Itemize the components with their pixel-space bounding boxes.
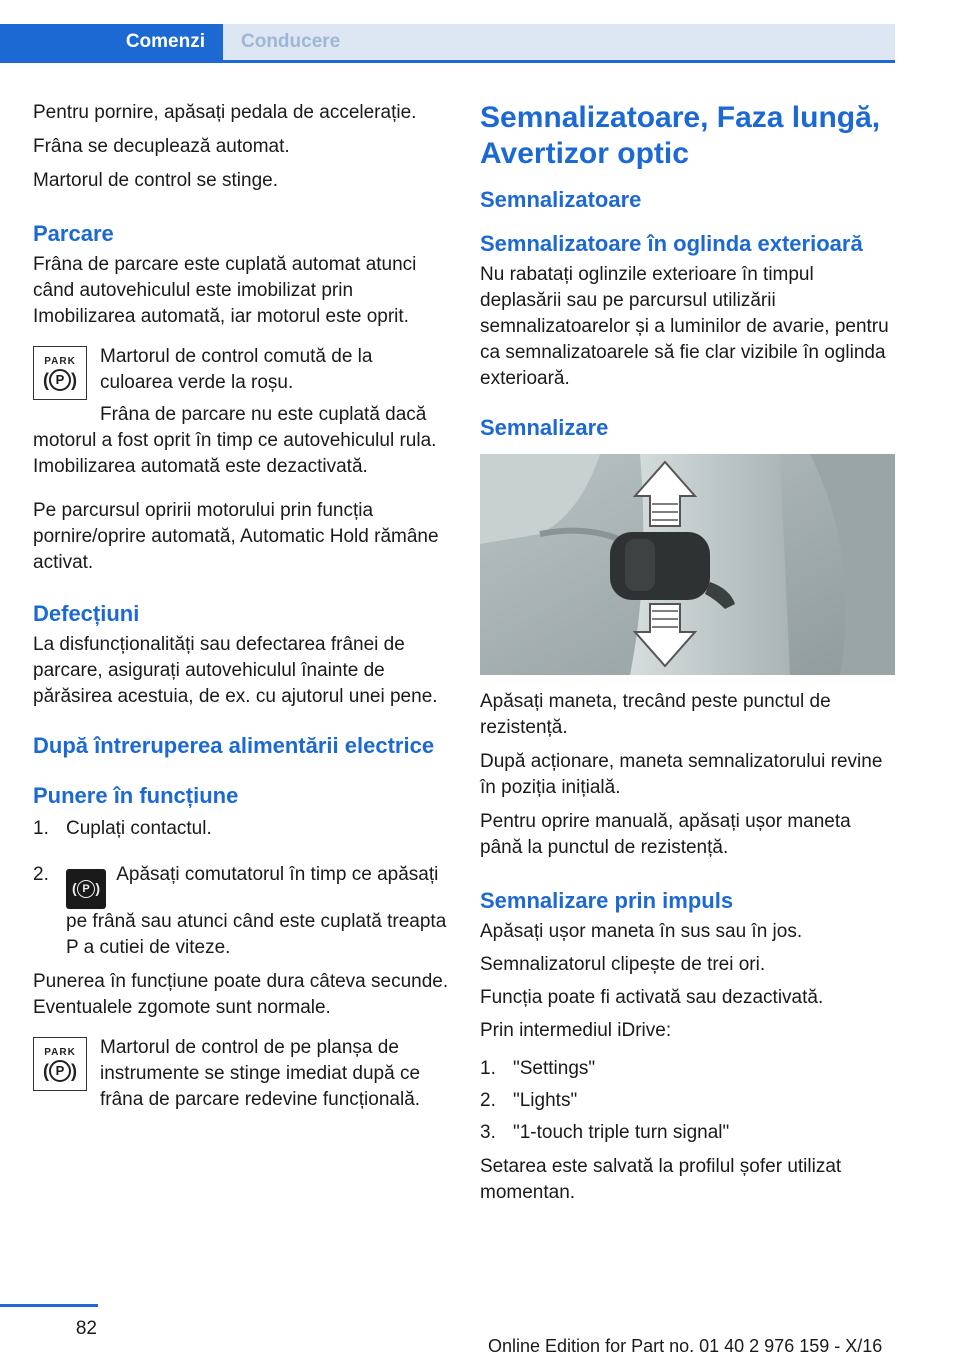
parcare-text: Frâna de parcare este cuplată automat atunci când autovehiculul este imobilizat prin Imobilizarea automată, iar motorul este oprit. — [33, 254, 417, 327]
oglinda-heading: Semnalizatoare în oglinda exterioară — [480, 231, 863, 256]
park-warning-icon — [33, 346, 87, 400]
step-text: Cuplați contactul. — [66, 818, 212, 839]
park-note-2 — [33, 1035, 449, 1113]
parking-brake-button-icon — [66, 869, 106, 909]
right-column — [480, 100, 896, 1216]
semnalizare-text: Apăsați maneta, trecând peste punctul de rezistență. — [480, 691, 831, 738]
punere-text: Punerea în funcțiune poate dura câteva secunde. Eventualele zgomote sunt normale. — [33, 971, 449, 1018]
list-item — [480, 1088, 896, 1114]
turn-signal-lever-photo — [480, 454, 895, 675]
page-number: 82 — [75, 1318, 97, 1339]
step-text: "Lights" — [513, 1090, 578, 1111]
impuls-text: Apăsați ușor maneta în sus sau în jos. — [480, 921, 803, 942]
semnalizare-text: După acționare, maneta semnalizatorului revine în poziția inițială. — [480, 751, 883, 798]
oglinda-text: Nu rabatați oglinzile exterioare în timpul deplasării sau pe parcursul utilizării semnalizatoarelor și a luminilor de avarie, pentru ca semnalizatoarele să fie clar vizibile în oglinda exterioară. — [480, 264, 889, 389]
defectiuni-heading: Defecțiuni — [33, 601, 140, 626]
chapter-tabs — [0, 24, 895, 62]
park-p-symbol: ( P ) — [77, 880, 95, 898]
impuls-text: Semnalizatorul clipește de trei ori. — [480, 954, 766, 975]
section-title: Semnalizatoare, Faza lungă, Avertizor optic — [480, 101, 881, 170]
footer-rule — [0, 1304, 98, 1307]
impuls-text: Funcția poate fi activată sau dezactivată. — [480, 987, 824, 1008]
park-warning-icon — [33, 1037, 87, 1091]
note-text-cont: Frâna de parcare nu este cuplată dacă motorul a fost oprit în timp ce autovehiculul rula. Imobilizarea automată este dezactivată. — [33, 404, 437, 477]
list-item — [33, 862, 449, 961]
impuls-heading: Semnalizare prin impuls — [480, 888, 734, 913]
impuls-text: Prin intermediul iDrive: — [480, 1020, 672, 1041]
step-number: 2. — [480, 1090, 496, 1111]
step-text: "Settings" — [513, 1058, 596, 1079]
dupa-heading: După întreruperea alimentării electrice — [33, 733, 435, 758]
intro-line: Pentru pornire, apăsați pedala de accelerație. — [33, 102, 417, 123]
left-column — [33, 100, 449, 1123]
step-number: 3. — [480, 1122, 496, 1143]
list-item — [480, 1120, 896, 1146]
park-icon-label: PARK — [44, 355, 76, 367]
step-number: 1. — [480, 1058, 496, 1079]
note-text: Martorul de control de pe planșa de instrumente se stinge imediat după ce frâna de parcare redevine funcțională. — [100, 1037, 421, 1110]
intro-line: Martorul de control se stinge. — [33, 170, 279, 191]
semnalizare-heading: Semnalizare — [480, 415, 609, 440]
punere-heading: Punere în funcțiune — [33, 783, 239, 808]
punere-steps — [33, 816, 449, 961]
defectiuni-text: La disfuncționalități sau defectarea frânei de parcare, asigurați autovehiculul înainte de părăsirea acestuia, de ex. cu ajutorul unei pene. — [33, 634, 438, 707]
step-number: 1. — [33, 818, 49, 839]
tab-underline — [0, 60, 895, 63]
list-item — [480, 1056, 896, 1082]
note-text: Martorul de control comută de la culoarea verde la roșu. — [100, 346, 373, 393]
auto-hold-text: Pe parcursul opririi motorului prin funcția pornire/oprire automată, Automatic Hold rămâne activat. — [33, 500, 439, 573]
final-text: Setarea este salvată la profilul șofer utilizat momentan. — [480, 1156, 842, 1203]
tab-comenzi[interactable]: Comenzi — [0, 24, 223, 60]
step-number: 2. — [33, 864, 49, 885]
tab-conducere[interactable]: Conducere — [223, 24, 895, 60]
list-item — [33, 816, 449, 842]
park-p-symbol: ( P ) — [49, 369, 71, 391]
park-p-symbol: ( P ) — [49, 1060, 71, 1082]
park-icon-label: PARK — [44, 1046, 76, 1058]
step-text: "1-touch triple turn signal" — [513, 1122, 730, 1143]
idrive-steps — [480, 1056, 896, 1146]
semnalizare-text: Pentru oprire manuală, apăsați ușor maneta până la punctul de rezistență. — [480, 811, 851, 858]
intro-line: Frâna se decuplează automat. — [33, 136, 290, 157]
edition-note: Online Edition for Part no. 01 40 2 976 159 - X/16 — [488, 1336, 883, 1356]
step-text: Apăsați comutatorul în timp ce apăsați pe frână sau atunci când este cuplată treapta P a cutiei de viteze. — [66, 864, 447, 958]
park-note-1 — [33, 344, 449, 402]
parcare-heading: Parcare — [33, 221, 114, 246]
semnalizatoare-heading: Semnalizatoare — [480, 187, 642, 212]
